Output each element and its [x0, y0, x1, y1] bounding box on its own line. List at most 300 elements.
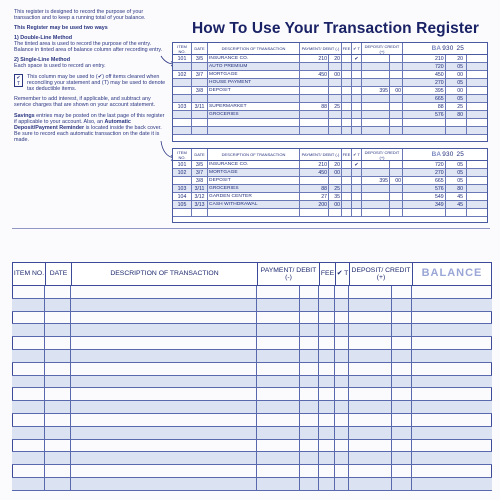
- date-cell: 3/5: [192, 161, 208, 168]
- fee-cell: [342, 87, 352, 94]
- register-cell[interactable]: [319, 299, 335, 311]
- register-cell[interactable]: [71, 388, 257, 400]
- balance-cents: 05: [457, 162, 463, 168]
- item-no-cell: [173, 79, 192, 86]
- header-fee: FEE: [342, 43, 352, 54]
- register-cell[interactable]: [12, 452, 45, 464]
- register-cell[interactable]: [349, 401, 392, 413]
- payment-cell: 27: [300, 193, 329, 200]
- register-cell[interactable]: [392, 286, 412, 298]
- payment-cents-cell: 25: [329, 185, 342, 192]
- register-cell[interactable]: [45, 427, 71, 439]
- register-cell[interactable]: [12, 337, 45, 349]
- register-cell[interactable]: [349, 388, 392, 400]
- balance-cents: 80: [457, 112, 463, 118]
- register-cell[interactable]: [349, 299, 392, 311]
- register-cell[interactable]: [257, 478, 300, 490]
- date-cell: 3/12: [192, 193, 208, 200]
- register-cell[interactable]: [349, 312, 392, 324]
- register-cell[interactable]: [257, 465, 300, 477]
- payment-cell: [300, 79, 329, 86]
- sample-rows: [173, 161, 487, 217]
- register-cell[interactable]: [12, 376, 45, 388]
- register-row[interactable]: [12, 465, 492, 478]
- check-cell: ✔: [352, 55, 362, 62]
- balance-cell: [403, 103, 467, 110]
- register-cell[interactable]: [349, 337, 392, 349]
- register-cell[interactable]: [12, 478, 45, 490]
- register-row[interactable]: [12, 299, 492, 312]
- register-cell[interactable]: [335, 465, 349, 477]
- balance-cell: [403, 71, 467, 78]
- payment-cell: 88: [300, 185, 329, 192]
- description-cell: HOUSE PAYMENT: [208, 79, 300, 86]
- register-cell[interactable]: [349, 465, 392, 477]
- register-cell[interactable]: [319, 440, 335, 452]
- register-cell[interactable]: [335, 388, 349, 400]
- register-cell[interactable]: [300, 312, 319, 324]
- balance-cents: 05: [457, 96, 463, 102]
- register-cell[interactable]: [300, 452, 319, 464]
- item-no-cell: 104: [173, 193, 192, 200]
- register-cell[interactable]: [319, 401, 335, 413]
- register-cell[interactable]: [257, 363, 300, 375]
- register-cell[interactable]: [412, 312, 492, 324]
- balance-cell: [403, 63, 467, 70]
- register-cell[interactable]: [335, 452, 349, 464]
- register-cell[interactable]: [349, 452, 392, 464]
- register-cell[interactable]: [392, 427, 412, 439]
- register-cell[interactable]: [412, 350, 492, 362]
- register-cell[interactable]: [349, 414, 392, 426]
- balance-label: BA: [431, 151, 442, 158]
- register-cell[interactable]: [392, 337, 412, 349]
- register-cell[interactable]: [257, 350, 300, 362]
- register-cell[interactable]: [300, 388, 319, 400]
- register-cell[interactable]: [392, 401, 412, 413]
- register-cell[interactable]: [45, 376, 71, 388]
- description-cell: GROCERIES: [208, 111, 300, 118]
- register-cell[interactable]: [300, 414, 319, 426]
- balance-value: 270: [404, 79, 446, 86]
- register-cell[interactable]: [412, 478, 492, 490]
- register-cell[interactable]: [45, 388, 71, 400]
- register-cell[interactable]: [319, 312, 335, 324]
- deposit-cell: [362, 169, 390, 176]
- register-row[interactable]: [12, 350, 492, 363]
- register-cell[interactable]: [12, 440, 45, 452]
- check-mark: ✔: [16, 74, 21, 81]
- payment-cents-cell: [329, 111, 342, 118]
- register-row[interactable]: [12, 324, 492, 337]
- register-cell[interactable]: [12, 286, 45, 298]
- payment-cell: 88: [300, 103, 329, 110]
- register-cell[interactable]: [392, 440, 412, 452]
- register-cell[interactable]: [392, 312, 412, 324]
- register-cell[interactable]: [71, 363, 257, 375]
- deposit-cell: [362, 71, 390, 78]
- register-cell[interactable]: [257, 388, 300, 400]
- register-cell[interactable]: [300, 440, 319, 452]
- register-cell[interactable]: [412, 401, 492, 413]
- register-cell[interactable]: [412, 440, 492, 452]
- main-header-payment: PAYMENT/ DEBIT (-): [258, 263, 320, 285]
- register-row[interactable]: [12, 478, 492, 491]
- main-header-row: [12, 262, 492, 286]
- register-cell[interactable]: [12, 465, 45, 477]
- register-cell[interactable]: [412, 363, 492, 375]
- check-cell: [352, 127, 362, 134]
- header-balance: [403, 149, 467, 160]
- fee-cell: [342, 177, 352, 184]
- register-row[interactable]: [12, 388, 492, 401]
- register-row[interactable]: [12, 312, 492, 325]
- check-cell: [352, 111, 362, 118]
- register-cell[interactable]: [335, 427, 349, 439]
- method1-title: 1) Double-Line Method: [14, 34, 73, 41]
- register-cell[interactable]: [12, 363, 45, 375]
- register-cell[interactable]: [335, 286, 349, 298]
- balance-cell: [403, 55, 467, 62]
- register-cell[interactable]: [349, 350, 392, 362]
- register-row[interactable]: [12, 286, 492, 299]
- deposit-cents-cell: [390, 79, 403, 86]
- register-cell[interactable]: [412, 452, 492, 464]
- register-cell[interactable]: [412, 286, 492, 298]
- sample-row: [173, 111, 487, 119]
- item-no-cell: 103: [173, 185, 192, 192]
- date-cell: [192, 79, 208, 86]
- fee-cell: [342, 63, 352, 70]
- register-cell[interactable]: [392, 299, 412, 311]
- fee-cell: [342, 111, 352, 118]
- register-cell[interactable]: [45, 286, 71, 298]
- register-cell[interactable]: [335, 414, 349, 426]
- register-cell[interactable]: [319, 414, 335, 426]
- register-cell[interactable]: [45, 414, 71, 426]
- balance-cell: [403, 95, 467, 102]
- fee-cell: [342, 201, 352, 208]
- payment-cell: [300, 119, 329, 126]
- sample-header-row: [173, 43, 487, 55]
- register-cell[interactable]: [71, 350, 257, 362]
- register-cell[interactable]: [45, 324, 71, 336]
- item-no-cell: 101: [173, 161, 192, 168]
- register-cell[interactable]: [300, 478, 319, 490]
- register-cell[interactable]: [45, 440, 71, 452]
- checkbox-explanation: [14, 74, 166, 93]
- register-cell[interactable]: [412, 414, 492, 426]
- register-cell[interactable]: [257, 312, 300, 324]
- header-item-no: ITEM NO.: [173, 149, 192, 160]
- fee-cell: [342, 103, 352, 110]
- register-cell[interactable]: [71, 478, 257, 490]
- register-cell[interactable]: [71, 286, 257, 298]
- sample-rows: [173, 55, 487, 135]
- register-cell[interactable]: [392, 452, 412, 464]
- register-cell[interactable]: [335, 350, 349, 362]
- register-cell[interactable]: [335, 337, 349, 349]
- header-check: ✔ T: [352, 149, 362, 160]
- register-cell[interactable]: [71, 452, 257, 464]
- register-row[interactable]: [12, 452, 492, 465]
- balance-cell: [403, 111, 467, 118]
- register-cell[interactable]: [12, 388, 45, 400]
- header-description: DESCRIPTION OF TRANSACTION: [208, 149, 300, 160]
- register-cell[interactable]: [71, 376, 257, 388]
- description-cell: CASH WITHDRAWAL: [208, 201, 300, 208]
- description-cell: [208, 119, 300, 126]
- register-cell[interactable]: [71, 401, 257, 413]
- register-cell[interactable]: [12, 401, 45, 413]
- register-cell[interactable]: [319, 478, 335, 490]
- register-cell[interactable]: [45, 401, 71, 413]
- register-cell[interactable]: [412, 376, 492, 388]
- balance-cell: [403, 161, 467, 168]
- balance-cents: 25: [457, 104, 463, 110]
- date-cell: 3/7: [192, 71, 208, 78]
- deposit-cell: [362, 119, 390, 126]
- header-payment: PAYMENT/ DEBIT (-): [300, 149, 342, 160]
- register-cell[interactable]: [392, 388, 412, 400]
- register-cell[interactable]: [257, 324, 300, 336]
- balance-start-cents: 25: [456, 151, 464, 158]
- register-cell[interactable]: [349, 440, 392, 452]
- register-cell[interactable]: [349, 286, 392, 298]
- register-cell[interactable]: [319, 388, 335, 400]
- register-row[interactable]: [12, 414, 492, 427]
- register-cell[interactable]: [349, 427, 392, 439]
- register-row[interactable]: [12, 363, 492, 376]
- balance-value: 210: [404, 55, 446, 62]
- register-cell[interactable]: [335, 401, 349, 413]
- payment-cell: [300, 87, 329, 94]
- register-cell[interactable]: [392, 324, 412, 336]
- date-cell: 3/13: [192, 201, 208, 208]
- register-cell[interactable]: [319, 324, 335, 336]
- register-cell[interactable]: [300, 363, 319, 375]
- check-cell: ✔: [352, 161, 362, 168]
- register-cell[interactable]: [71, 440, 257, 452]
- payment-cents-cell: [329, 209, 342, 216]
- register-cell[interactable]: [412, 324, 492, 336]
- balance-start-value: 930: [442, 151, 454, 158]
- register-row[interactable]: [12, 376, 492, 389]
- register-cell[interactable]: [300, 299, 319, 311]
- register-cell[interactable]: [12, 427, 45, 439]
- register-cell[interactable]: [349, 363, 392, 375]
- register-cell[interactable]: [349, 376, 392, 388]
- tax-mark: T: [16, 80, 21, 87]
- register-cell[interactable]: [257, 427, 300, 439]
- register-cell[interactable]: [45, 312, 71, 324]
- register-cell[interactable]: [392, 376, 412, 388]
- register-cell[interactable]: [412, 388, 492, 400]
- deposit-cents-cell: 00: [390, 177, 403, 184]
- deposit-cell: [362, 127, 390, 134]
- register-cell[interactable]: [392, 363, 412, 375]
- payment-cents-cell: 20: [329, 55, 342, 62]
- checkbox-text: This column may be used to (✔) off items cleared when reconciling your statement and (T) may be used to denote tax deductible items.: [27, 73, 166, 93]
- intro-text: This register is designed to record the purpose of your transaction and to keep a running total of your balance.: [14, 9, 146, 22]
- deposit-cell: [362, 209, 390, 216]
- register-cell[interactable]: [335, 376, 349, 388]
- register-cell[interactable]: [319, 350, 335, 362]
- sample-row: [173, 55, 487, 63]
- register-cell[interactable]: [45, 465, 71, 477]
- savings-text: entries may be posted on the last page of this register if applicable to your account. Also, an: [14, 112, 165, 125]
- register-cell[interactable]: [71, 324, 257, 336]
- register-cell[interactable]: [71, 337, 257, 349]
- payment-cents-cell: [329, 177, 342, 184]
- balance-value: 450: [404, 71, 446, 78]
- register-cell[interactable]: [335, 312, 349, 324]
- register-cell[interactable]: [45, 478, 71, 490]
- register-cell[interactable]: [335, 363, 349, 375]
- register-cell[interactable]: [335, 478, 349, 490]
- balance-cents: 00: [457, 88, 463, 94]
- header-date: DATE: [192, 43, 208, 54]
- date-cell: [192, 119, 208, 126]
- register-cell[interactable]: [71, 465, 257, 477]
- register-cell[interactable]: [319, 465, 335, 477]
- date-cell: 3/11: [192, 103, 208, 110]
- deposit-cents-cell: [390, 161, 403, 168]
- register-row[interactable]: [12, 337, 492, 350]
- register-cell[interactable]: [349, 478, 392, 490]
- register-cell[interactable]: [12, 299, 45, 311]
- register-row[interactable]: [12, 427, 492, 440]
- register-cell[interactable]: [71, 414, 257, 426]
- register-cell[interactable]: [45, 337, 71, 349]
- register-cell[interactable]: [319, 363, 335, 375]
- register-cell[interactable]: [300, 350, 319, 362]
- register-cell[interactable]: [45, 350, 71, 362]
- balance-start-cents: 25: [456, 45, 464, 52]
- register-cell[interactable]: [257, 414, 300, 426]
- payment-cents-cell: 25: [329, 103, 342, 110]
- register-cell[interactable]: [412, 465, 492, 477]
- check-cell: [352, 185, 362, 192]
- register-cell[interactable]: [319, 427, 335, 439]
- register-cell[interactable]: [45, 363, 71, 375]
- item-no-cell: [173, 63, 192, 70]
- balance-cents: 20: [457, 56, 463, 62]
- register-cell[interactable]: [12, 414, 45, 426]
- register-cell[interactable]: [319, 286, 335, 298]
- register-cell[interactable]: [335, 299, 349, 311]
- register-cell[interactable]: [412, 299, 492, 311]
- register-cell[interactable]: [319, 337, 335, 349]
- sample-header-row: [173, 149, 487, 161]
- payment-cents-cell: 00: [329, 169, 342, 176]
- payment-cell: [300, 63, 329, 70]
- item-no-cell: 102: [173, 71, 192, 78]
- header-deposit: DEPOSIT/ CREDIT (+): [362, 149, 403, 160]
- register-cell[interactable]: [257, 286, 300, 298]
- sample-row: [173, 169, 487, 177]
- register-cell[interactable]: [300, 465, 319, 477]
- date-cell: 3/11: [192, 185, 208, 192]
- register-cell[interactable]: [392, 478, 412, 490]
- deposit-cents-cell: [390, 71, 403, 78]
- register-cell[interactable]: [300, 401, 319, 413]
- balance-cents: 45: [457, 202, 463, 208]
- balance-label: BA: [431, 45, 442, 52]
- register-cell[interactable]: [257, 337, 300, 349]
- deposit-cents-cell: [390, 119, 403, 126]
- date-cell: 3/7: [192, 169, 208, 176]
- register-cell[interactable]: [319, 452, 335, 464]
- register-cell[interactable]: [392, 414, 412, 426]
- register-cell[interactable]: [392, 350, 412, 362]
- register-cell[interactable]: [300, 337, 319, 349]
- register-cell[interactable]: [335, 440, 349, 452]
- savings-paragraph: [14, 113, 166, 144]
- register-cell[interactable]: [349, 324, 392, 336]
- fee-cell: [342, 127, 352, 134]
- register-cell[interactable]: [71, 299, 257, 311]
- balance-value: 349: [404, 201, 446, 208]
- balance-cents: 45: [457, 194, 463, 200]
- register-cell[interactable]: [45, 452, 71, 464]
- register-cell[interactable]: [71, 312, 257, 324]
- item-no-cell: 102: [173, 169, 192, 176]
- register-cell[interactable]: [300, 376, 319, 388]
- payment-cell: 210: [300, 55, 329, 62]
- register-cell[interactable]: [45, 299, 71, 311]
- register-cell[interactable]: [300, 324, 319, 336]
- check-cell: [352, 209, 362, 216]
- register-cell[interactable]: [12, 312, 45, 324]
- register-cell[interactable]: [257, 440, 300, 452]
- register-cell[interactable]: [335, 324, 349, 336]
- payment-cents-cell: [329, 119, 342, 126]
- register-row[interactable]: [12, 401, 492, 414]
- register-cell[interactable]: [412, 427, 492, 439]
- register-cell[interactable]: [257, 376, 300, 388]
- header-fee: FEE: [342, 149, 352, 160]
- register-cell[interactable]: [12, 350, 45, 362]
- register-cell[interactable]: [300, 286, 319, 298]
- register-row[interactable]: [12, 440, 492, 453]
- register-cell[interactable]: [12, 324, 45, 336]
- fee-cell: [342, 169, 352, 176]
- register-cell[interactable]: [392, 465, 412, 477]
- register-cell[interactable]: [319, 376, 335, 388]
- date-cell: [192, 63, 208, 70]
- page-divider: [12, 228, 490, 229]
- deposit-cell: [362, 201, 390, 208]
- check-cell: [352, 193, 362, 200]
- register-cell[interactable]: [257, 401, 300, 413]
- register-cell[interactable]: [257, 299, 300, 311]
- fee-cell: [342, 55, 352, 62]
- deposit-cents-cell: [390, 201, 403, 208]
- deposit-cell: [362, 193, 390, 200]
- register-cell[interactable]: [71, 427, 257, 439]
- description-cell: [208, 209, 300, 216]
- deposit-cell: [362, 95, 390, 102]
- item-no-cell: [173, 95, 192, 102]
- deposit-cents-cell: [390, 111, 403, 118]
- register-cell[interactable]: [300, 427, 319, 439]
- register-cell[interactable]: [257, 452, 300, 464]
- balance-cents: [446, 127, 465, 134]
- register-cell[interactable]: [412, 337, 492, 349]
- description-cell: INSURANCE CO.: [208, 161, 300, 168]
- sample-row: [173, 177, 487, 185]
